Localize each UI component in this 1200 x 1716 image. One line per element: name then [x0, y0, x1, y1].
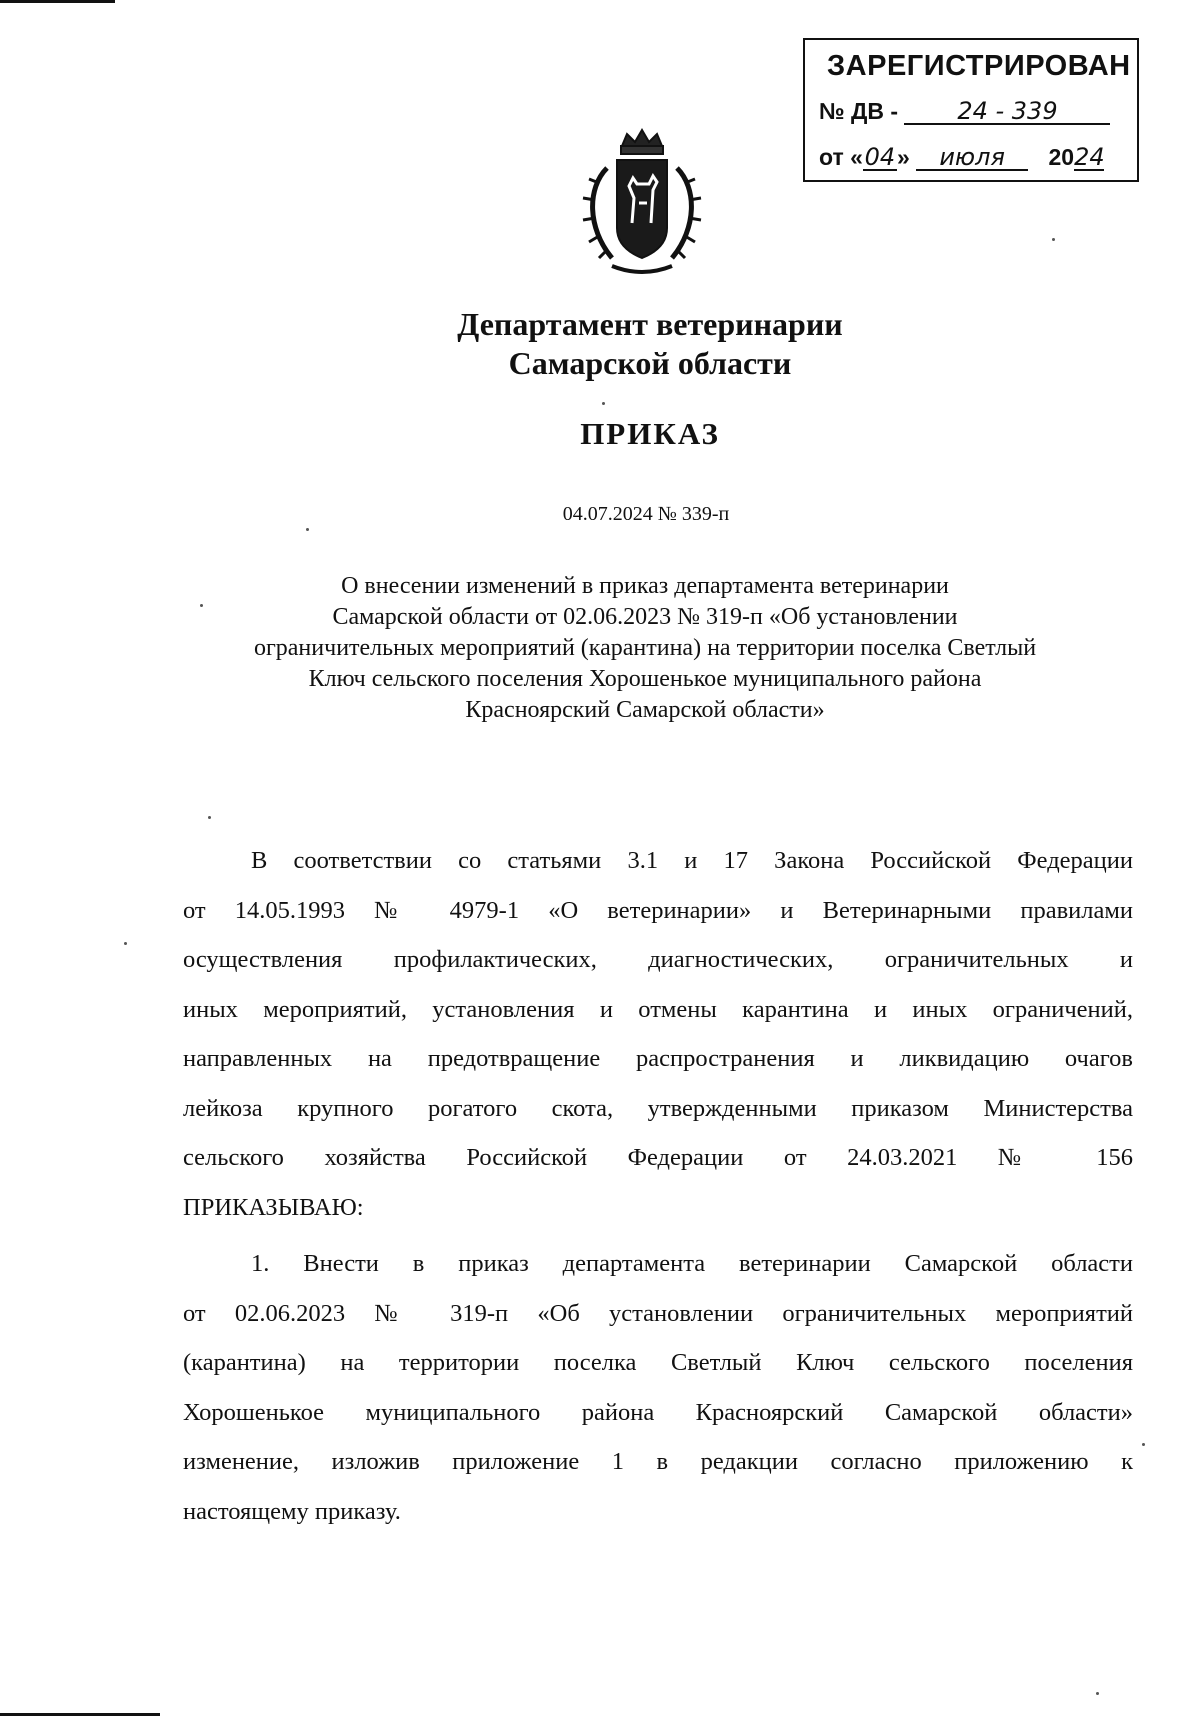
registration-stamp — [803, 38, 1139, 182]
order-item-1 — [183, 1239, 1133, 1536]
paragraph-line: осуществления профилактических, диагностических, ограничительных и — [183, 946, 1133, 973]
subject-line: Самарской области от 02.06.2023 № 319-п «Об установлении — [332, 604, 958, 630]
stamp-date-mid: » — [896, 144, 910, 170]
paragraph-line: от 02.06.2023 № 319-п «Об установлении ограничительных мероприятий — [183, 1299, 1133, 1327]
preamble-paragraph — [183, 836, 1133, 1232]
paragraph-line: сельского хозяйства Российской Федерации от 24.03.2021 № 156 — [183, 1144, 1133, 1171]
document-subject — [160, 571, 1130, 726]
scan-speck — [1142, 1443, 1145, 1446]
stamp-number-line — [819, 98, 1110, 125]
scan-speck — [200, 604, 203, 607]
department-name-line2: Самарской области — [508, 345, 792, 381]
scan-speck — [1052, 238, 1055, 241]
paragraph-line: 1. Внести в приказ департамента ветеринарии Самарской области — [251, 1250, 1133, 1277]
department-name-line1: Департамент ветеринарии — [457, 306, 843, 342]
subject-line: Красноярский Самарской области» — [465, 697, 825, 723]
stamp-number-value: 24 - 339 — [904, 99, 1110, 125]
paragraph-line: Хорошенькое муниципального района Красноярский Самарской области» — [183, 1398, 1133, 1426]
scan-speck — [208, 816, 211, 819]
subject-line: Ключ сельского поселения Хорошенькое муниципального района — [308, 666, 982, 692]
paragraph-line: В соответствии со статьями 3.1 и 17 Закона Российской Федерации — [251, 847, 1133, 874]
stamp-year-suffix: 24 — [1074, 143, 1105, 171]
paragraph-line: лейкоза крупного рогатого скота, утвержденными приказом Министерства — [183, 1094, 1133, 1122]
stamp-date-month: июля — [916, 145, 1028, 171]
paragraph-line: ПРИКАЗЫВАЮ: — [183, 1193, 364, 1221]
paragraph-line: направленных на предотвращение распространения и ликвидацию очагов — [183, 1045, 1133, 1072]
document-date-number: 04.07.2024 № 339-п — [562, 503, 730, 525]
stamp-number-label: № ДВ - — [819, 98, 899, 124]
subject-line: О внесении изменений в приказ департамента ветеринарии — [341, 573, 949, 599]
paragraph-line: настоящему приказу. — [183, 1497, 401, 1525]
department-name — [0, 305, 1200, 383]
samara-coat-of-arms-icon — [577, 128, 707, 278]
paragraph-line: иных мероприятий, установления и отмены карантина и иных ограничений, — [183, 995, 1133, 1023]
stamp-year-prefix: 20 — [1048, 144, 1075, 170]
scan-speck — [124, 942, 127, 945]
document-type-title: ПРИКАЗ — [580, 416, 720, 451]
stamp-date-day: 04 — [864, 143, 896, 171]
scan-speck — [602, 402, 605, 405]
scan-speck — [306, 528, 309, 531]
subject-line: ограничительных мероприятий (карантина) на территории поселка Светлый — [253, 635, 1037, 661]
scan-speck — [1096, 1692, 1099, 1695]
paragraph-line: от 14.05.1993 № 4979-1 «О ветеринарии» и Ветеринарными правилами — [183, 896, 1133, 924]
scan-edge-mark — [0, 0, 115, 3]
paragraph-line: изменение, изложив приложение 1 в редакции согласно приложению к — [183, 1448, 1133, 1475]
paragraph-line: (карантина) на территории поселка Светлый Ключ сельского поселения — [183, 1349, 1133, 1376]
stamp-date-prefix: от « — [819, 144, 863, 170]
stamp-title: ЗАРЕГИСТРИРОВАН — [827, 50, 1131, 82]
stamp-date-line — [819, 144, 1104, 171]
